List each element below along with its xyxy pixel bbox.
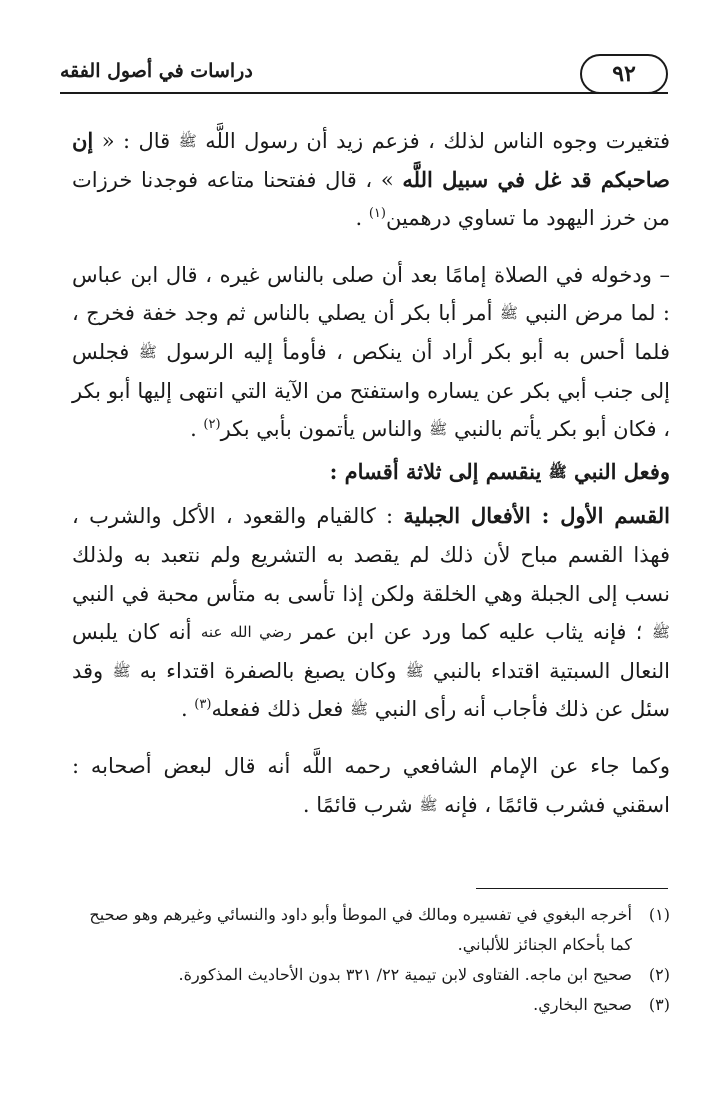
footnote-ref-2: (٢) xyxy=(203,417,221,433)
paragraph-1 xyxy=(72,122,670,238)
running-title: دراسات في أصول الفقه xyxy=(60,60,253,82)
text-run: ؛ فإنه يثاب عليه كما ورد عن ابن عمر xyxy=(291,620,652,645)
subsection-title: القسم الأول : الأفعال الجبلية xyxy=(403,503,670,529)
text-run: . xyxy=(355,206,369,231)
text-run: فتغيرت وجوه الناس لذلك ، فزعم زيد أن رسول اللَّه xyxy=(196,129,670,153)
footnote-number: (٣) xyxy=(648,995,670,1014)
salawat-glyph: ﷺ xyxy=(548,462,567,481)
salawat-glyph: ﷺ xyxy=(419,795,438,814)
text-run: وفعل النبي xyxy=(566,458,670,484)
text-run: أنه كان يلبس النعال السبتية اقتداء بالنبي xyxy=(72,620,670,683)
footnote-text: صحيح ابن ماجه. الفتاوى لابن تيمية ٢٢/ ٣٢١ بدون الأحاديث المذكورة. xyxy=(178,965,632,984)
salawat-glyph: ﷺ xyxy=(499,304,518,323)
text-run: قال : « xyxy=(93,129,179,153)
footnote-text: صحيح البخاري. xyxy=(533,995,632,1014)
text-run: – ودخوله في الصلاة إمامًا بعد أن صلى بالناس غيره ، قال ابن عباس : لما مرض النبي xyxy=(72,262,671,326)
text-run: ينقسم إلى ثلاثة أقسام : xyxy=(329,458,549,484)
main-text xyxy=(72,122,670,824)
footnote-text: أخرجه البغوي في تفسيره ومالك في الموطأ وأبو داود والنسائي وغيرهم وهو صحيح كما بأحكام الجنائز للألباني. xyxy=(89,905,632,954)
salawat-glyph: ﷺ xyxy=(651,623,670,642)
text-run: وقد سئل عن ذلك فأجاب أنه رأى النبي xyxy=(72,658,670,722)
section-heading xyxy=(72,453,670,492)
salawat-glyph: ﷺ xyxy=(429,420,448,439)
text-run: وكما جاء عن الإمام الشافعي رحمه اللَّه أنه قال لبعض أصحابه : اسقني فشرب قائمًا ، فإنه xyxy=(72,753,670,817)
paragraph-4 xyxy=(72,747,670,824)
text-run: أمر أبا بكر أن يصلي بالناس ثم وجد خفة فخرج ، فلما أحس به أبو بكر أراد أن ينكص ، فأومأ إليه الرسول xyxy=(72,301,670,364)
salawat-glyph: ﷺ xyxy=(112,661,131,680)
text-run: : كالقيام والقعود ، الأكل والشرب ، فهذا القسم مباح لأن ذلك لم يقصد به التشريع ولم نتعبد به ولذلك نسب إلى الجبلة وهي الخلقة ولكن إذا تأسى به متأس محبة في النبي xyxy=(72,504,670,606)
footnotes xyxy=(72,900,670,1020)
text-run: شرب قائمًا . xyxy=(302,792,420,817)
text-run: فجلس إلى جنب أبي بكر عن يساره واستفتح من الآية التي انتهى إليها أبو بكر ، فكان أبو بكر يأتم بالنبي xyxy=(72,339,670,442)
footnote-rule xyxy=(476,888,668,889)
page-header xyxy=(60,52,668,102)
text-run: فعل ذلك ففعله xyxy=(211,697,350,722)
salawat-glyph: ﷺ xyxy=(405,661,424,680)
footnote-3 xyxy=(72,990,670,1020)
salawat-glyph: ﷺ xyxy=(350,700,369,719)
text-run: والناس يأتمون بأبي بكر xyxy=(220,417,430,442)
text-run: وكان يصبغ بالصفرة اقتداء به xyxy=(130,658,406,683)
salawat-glyph: ﷺ xyxy=(178,132,197,150)
footnote-ref-1: (١) xyxy=(368,206,386,222)
text-run: . xyxy=(190,417,204,442)
salawat-glyph: ﷺ xyxy=(138,342,157,361)
page-number: ٩٢ xyxy=(580,54,668,94)
text-run: » ، قال ففتحنا متاعه فوجدنا خرزات من خرز اليهود ما تساوي درهمين xyxy=(72,167,670,231)
radiallahu-glyph: رضي الله عنه xyxy=(200,623,292,642)
footnote-ref-3: (٣) xyxy=(194,697,212,713)
header-rule xyxy=(60,92,668,94)
footnote-number: (١) xyxy=(648,905,670,924)
hadith-quote: إن صاحبكم قد غل في سبيل اللَّه xyxy=(72,128,670,192)
paragraph-2 xyxy=(72,256,670,449)
text-run: . xyxy=(180,697,195,722)
paragraph-3 xyxy=(72,497,670,729)
footnote-1 xyxy=(72,900,670,960)
footnote-2 xyxy=(72,960,670,990)
footnote-number: (٢) xyxy=(648,965,670,984)
